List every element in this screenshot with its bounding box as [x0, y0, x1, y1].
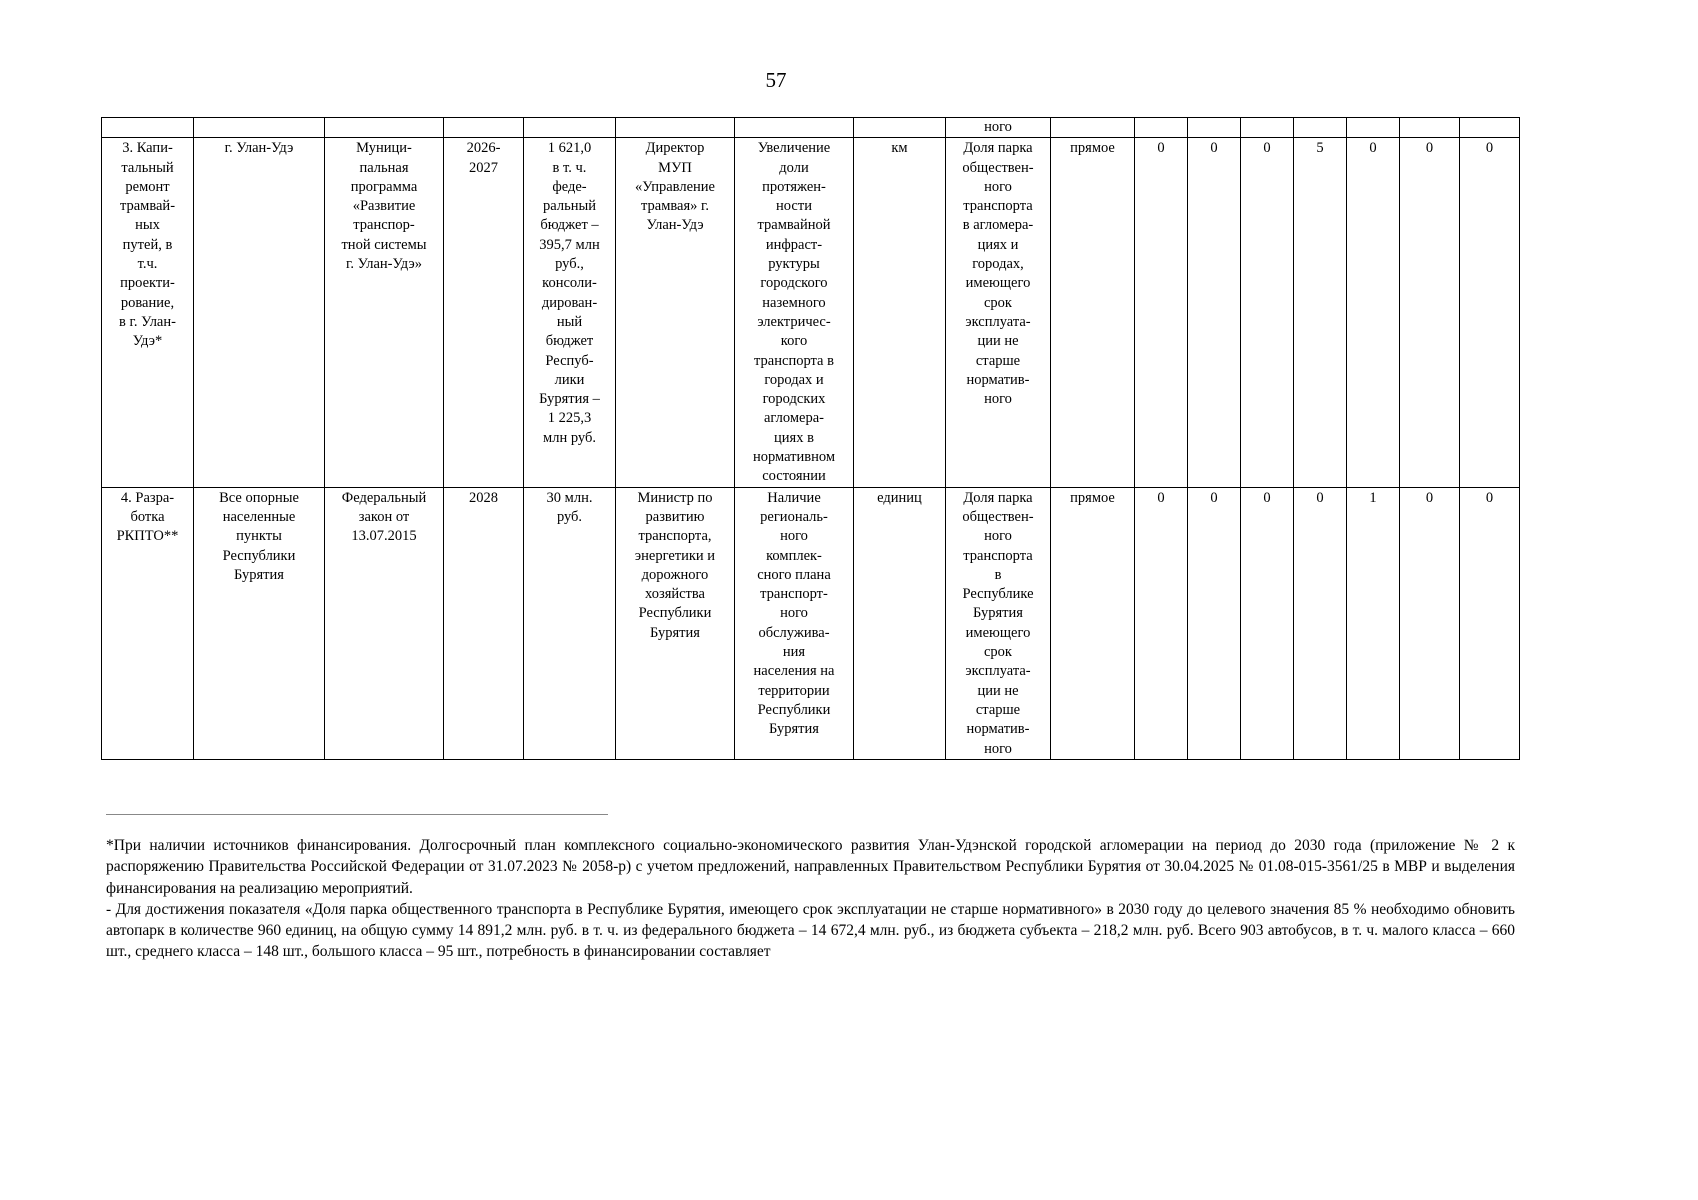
location-cell: Все опорные населенные пункты Республики Бурятия	[194, 487, 325, 759]
activities-table	[101, 117, 1520, 760]
unit-cell: единиц	[854, 487, 946, 759]
table-cell	[1241, 118, 1294, 138]
responsible-cell: Министр по развитию транспорта, энергетики и дорожного хозяйства Республики Бурятия	[616, 487, 735, 759]
table-cell	[1400, 118, 1460, 138]
table-cell	[102, 118, 194, 138]
table-cell	[735, 118, 854, 138]
table-cell	[616, 118, 735, 138]
activity-name-cell: 4. Разра- ботка РКПТО**	[102, 487, 194, 759]
value-cell: 0	[1135, 487, 1188, 759]
value-cell: 0	[1400, 487, 1460, 759]
financing-cell: 1 621,0 в т. ч. феде- ральный бюджет – 395,7 млн руб., консоли- дирован- ный бюджет Респуб- лики Бурятия – 1 225,3 млн руб.	[524, 138, 616, 487]
page-number: 57	[765, 68, 787, 92]
value-cell: 5	[1294, 138, 1347, 487]
years-cell: 2028	[444, 487, 524, 759]
value-cell: 0	[1294, 487, 1347, 759]
footnote-separator	[106, 814, 608, 815]
footnote-financing: *При наличии источников финансирования. Долгосрочный план комплексного социально-экономического развития Улан-Удэнской городской агломерации на период до 2030 года (приложение № 2 к распоряжению Правительства Российской Федерации от 31.07.2023 № 2058-р) с учетом предложений, направленных Правительством Республики Бурятия от 30.04.2025 № 01.08-015-3561/25 в МВР и выделения финансирования на реализацию мероприятий.	[106, 837, 1515, 897]
table-cell	[1188, 118, 1241, 138]
table-cell: ного	[946, 118, 1051, 138]
value-cell: 0	[1241, 487, 1294, 759]
value-cell: 0	[1347, 138, 1400, 487]
table-cell	[444, 118, 524, 138]
table-cell	[1347, 118, 1400, 138]
responsible-cell: Директор МУП «Управление трамвая» г. Улан-Удэ	[616, 138, 735, 487]
result-cell: Наличие региональ- ного комплек- сного плана транспорт- ного обслужива- ния населения на территории Республики Бурятия	[735, 487, 854, 759]
value-cell: 0	[1241, 138, 1294, 487]
value-cell: 0	[1400, 138, 1460, 487]
financing-cell: 30 млн. руб.	[524, 487, 616, 759]
program-cell: Муници- пальная программа «Развитие транспор- тной системы г. Улан-Удэ»	[325, 138, 444, 487]
table-cell	[325, 118, 444, 138]
table-cell	[194, 118, 325, 138]
continuation-row	[102, 118, 1520, 138]
program-cell: Федеральный закон от 13.07.2015	[325, 487, 444, 759]
value-cell: 0	[1135, 138, 1188, 487]
result-cell: Увеличение доли протяжен- ности трамвайной инфраст- руктуры городского наземного электричес- кого транспорта в городах и городских агломера- циях в нормативном состоянии	[735, 138, 854, 487]
table-row	[102, 138, 1520, 487]
table-row	[102, 487, 1520, 759]
table-cell	[1135, 118, 1188, 138]
footnotes	[106, 835, 1515, 963]
table-cell	[1460, 118, 1520, 138]
table-cell	[1051, 118, 1135, 138]
unit-cell: км	[854, 138, 946, 487]
value-cell: 1	[1347, 487, 1400, 759]
value-cell: 0	[1188, 487, 1241, 759]
value-cell: 0	[1460, 138, 1520, 487]
influence-cell: прямое	[1051, 138, 1135, 487]
years-cell: 2026- 2027	[444, 138, 524, 487]
table-cell	[854, 118, 946, 138]
activity-name-cell: 3. Капи- тальный ремонт трамвай- ных путей, в т.ч. проекти- рование, в г. Улан- Удэ*	[102, 138, 194, 487]
table-cell	[524, 118, 616, 138]
footnote-fleet-renewal: - Для достижения показателя «Доля парка общественного транспорта в Республике Бурятия, имеющего срок эксплуатации не старше нормативного» в 2030 году до целевого значения 85 % необходимо обновить автопарк в количестве 960 единиц, на общую сумму 14 891,2 млн. руб. в т. ч. из федерального бюджета – 14 672,4 млн. руб., из бюджета субъекта – 218,2 млн. руб. Всего 903 автобусов, в т. ч. малого класса – 660 шт., среднего класса – 148 шт., большого класса – 95 шт., потребность в финансировании составляет	[106, 900, 1515, 961]
location-cell: г. Улан-Удэ	[194, 138, 325, 487]
value-cell: 0	[1188, 138, 1241, 487]
indicator-cell: Доля парка обществен- ного транспорта в Республике Бурятия имеющего срок эксплуата- ции не старше норматив- ного	[946, 487, 1051, 759]
influence-cell: прямое	[1051, 487, 1135, 759]
table-cell	[1294, 118, 1347, 138]
value-cell: 0	[1460, 487, 1520, 759]
indicator-cell: Доля парка обществен- ного транспорта в агломера- циях и городах, имеющего срок эксплуата- ции не старше норматив- ного	[946, 138, 1051, 487]
